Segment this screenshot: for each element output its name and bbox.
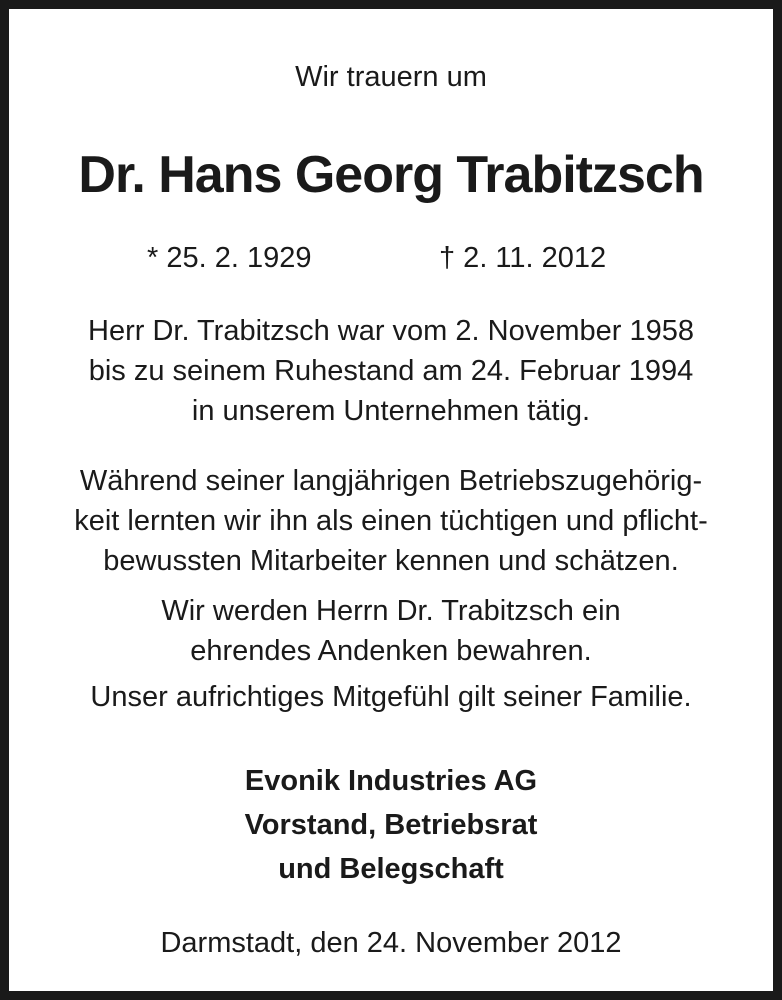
deceased-name: Dr. Hans Georg Trabitzsch xyxy=(78,146,704,204)
paragraph-line: Unser aufrichtiges Mitgefühl gilt seiner Familie. xyxy=(90,681,692,713)
intro-text: Wir trauern um xyxy=(295,61,487,93)
signature-line: Vorstand, Betriebsrat xyxy=(244,809,538,841)
birth-date: * 25. 2. 1929 xyxy=(147,242,312,274)
paragraph-line: ehrendes Andenken bewahren. xyxy=(190,635,592,667)
remembrance-paragraph xyxy=(9,591,773,671)
paragraph-line: bewussten Mitarbeiter kennen und schätzen. xyxy=(103,545,679,577)
paragraph-line: keit lernten wir ihn als einen tüchtigen und pflicht- xyxy=(74,505,708,537)
life-dates xyxy=(9,242,773,278)
condolence-paragraph xyxy=(9,677,773,717)
paragraph-line: Wir werden Herrn Dr. Trabitzsch ein xyxy=(161,595,621,627)
paragraph-line: in unserem Unternehmen tätig. xyxy=(191,395,591,427)
place-and-date: Darmstadt, den 24. November 2012 xyxy=(160,927,622,959)
company-name: Evonik Industries AG xyxy=(244,765,538,797)
appreciation-paragraph xyxy=(9,461,773,581)
paragraph-line: Während seiner langjährigen Betriebszugehörig- xyxy=(79,465,703,497)
signature-line: und Belegschaft xyxy=(278,853,504,885)
career-paragraph xyxy=(9,311,773,431)
death-date: † 2. 11. 2012 xyxy=(439,242,607,274)
paragraph-line: Herr Dr. Trabitzsch war vom 2. November 1958 xyxy=(88,315,694,347)
signature-block xyxy=(9,759,773,891)
paragraph-line: bis zu seinem Ruhestand am 24. Februar 1994 xyxy=(88,355,694,387)
